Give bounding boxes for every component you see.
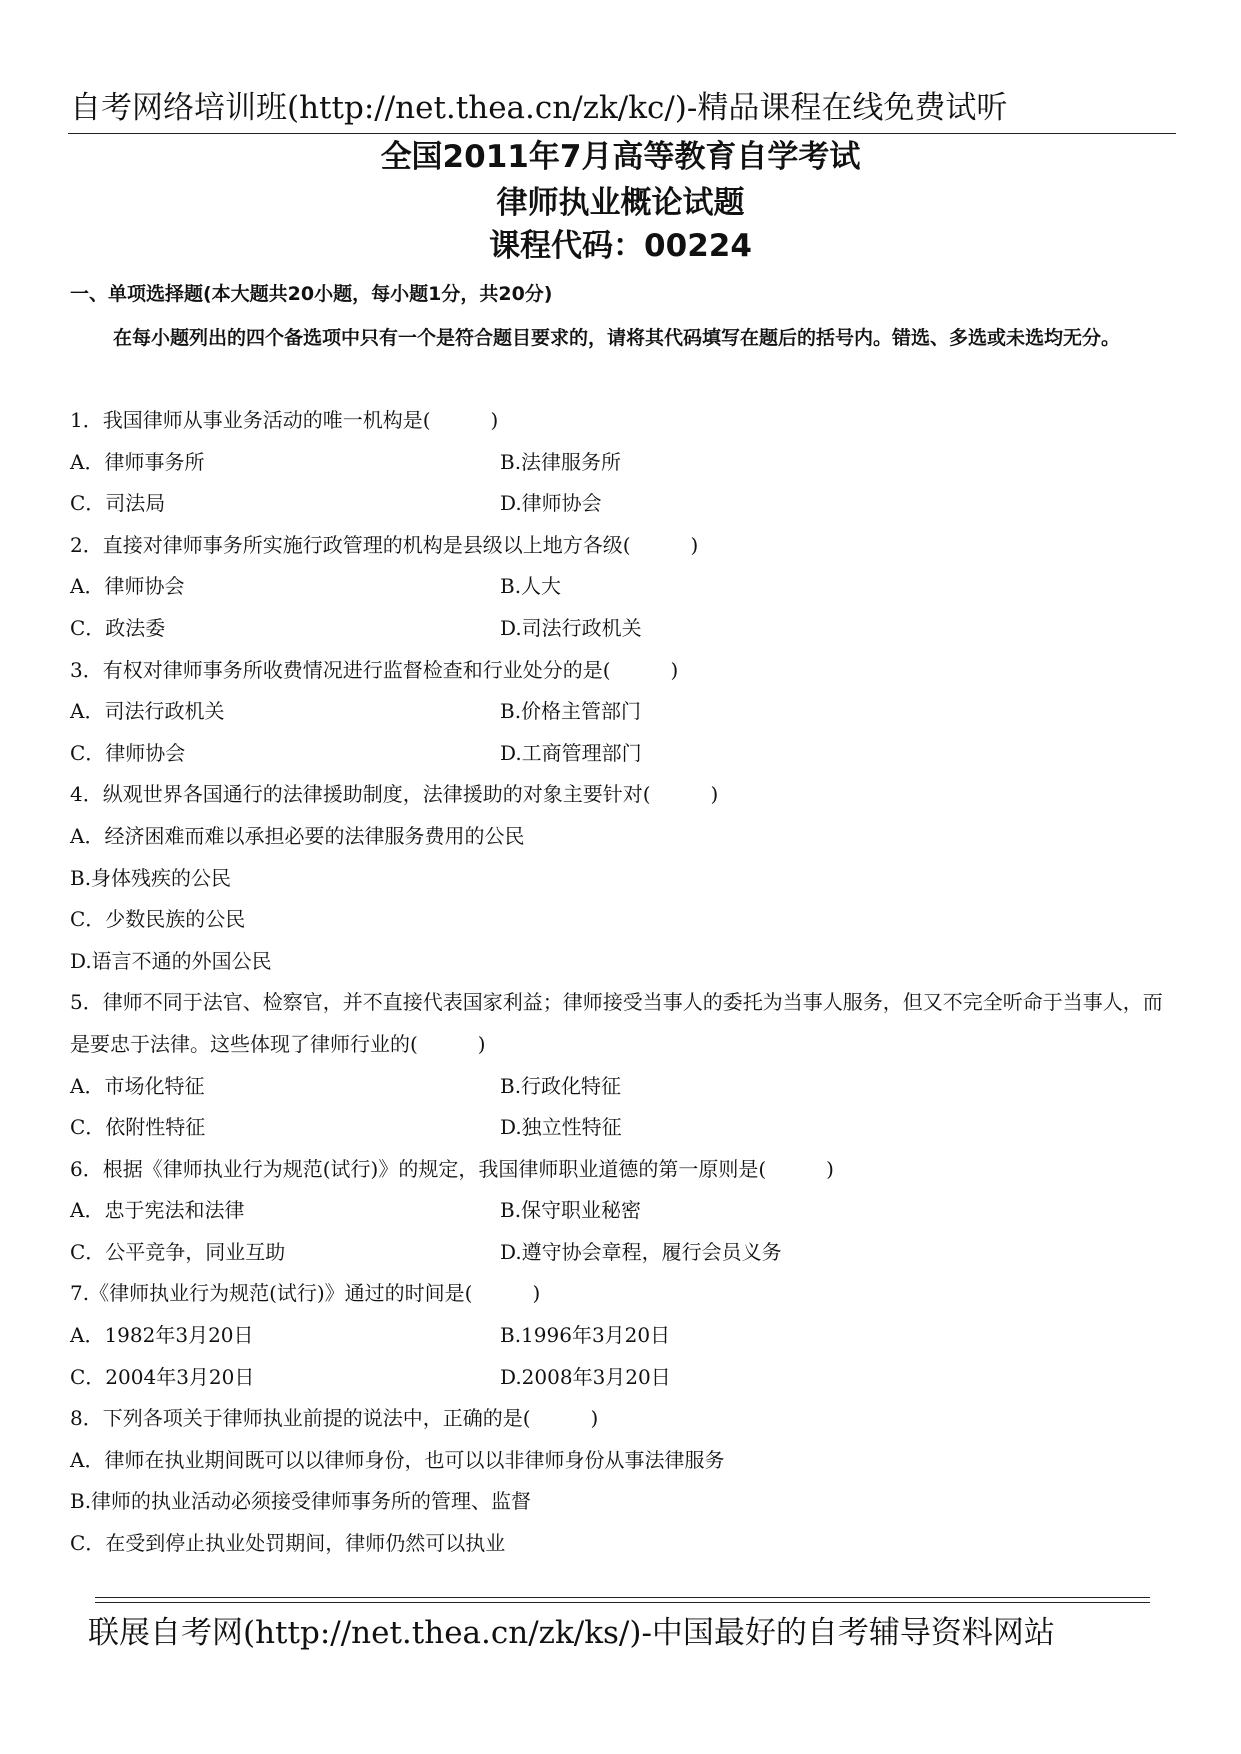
option-row [70,1066,1180,1108]
section-instruction: 在每小题列出的四个备选项中只有一个是符合题目要求的，请将其代码填写在题后的括号内。错选、多选或未选均无分。 [113,327,1121,349]
option-row [70,1357,1180,1399]
option-d: D.遵守协会章程，履行会员义务 [500,1239,782,1264]
option-c: C．2004年3月20日 [70,1364,255,1389]
option-row [70,1315,1180,1357]
option-row [70,1107,1180,1149]
header-rule [68,133,1176,134]
course-code: 课程代码：00224 [489,228,752,264]
question-stem: 3．有权对律师事务所收费情况进行监督检查和行业处分的是( ) [70,657,679,682]
option-b: B.价格主管部门 [500,699,642,724]
exam-subject: 律师执业概论试题 [496,185,745,221]
header-banner: 自考网络培训班(http://net.thea.cn/zk/kc/)-精品课程在线免费试听 [70,90,1008,126]
option-a: A．律师协会 [70,574,185,599]
option-row [70,733,1180,775]
option-d: D.司法行政机关 [500,615,642,640]
option-row [70,1232,1180,1274]
option-row [70,442,1180,484]
question-stem: 5．律师不同于法官、检察官，并不直接代表国家利益；律师接受当事人的委托为当事人服务，但又不完全听命于当事人，而是要忠于法律。这些体现了律师行业的( ) [70,990,1163,1056]
option-c: C．少数民族的公民 [70,907,246,932]
option-d: D.语言不通的外国公民 [70,948,272,973]
option-a: A．律师在执业期间既可以以律师身份，也可以以非律师身份从事法律服务 [70,1447,725,1472]
option-b: B.1996年3月20日 [500,1323,671,1348]
question-stem: 1．我国律师从事业务活动的唯一机构是( ) [70,408,499,432]
option-a: A．市场化特征 [70,1073,205,1098]
footer-rule [95,1597,1150,1603]
option-d: D.律师协会 [500,491,602,516]
option-b: B.法律服务所 [500,449,622,474]
option-b: B.身体残疾的公民 [70,865,232,890]
option-c: C．在受到停止执业处罚期间，律师仍然可以执业 [70,1531,506,1556]
footer-banner: 联展自考网(http://net.thea.cn/zk/ks/)-中国最好的自考辅导资料网站 [88,1615,1055,1651]
option-b: B.人大 [500,574,562,599]
option-d: D.2008年3月20日 [500,1364,671,1389]
question-list [70,400,1180,1565]
question-stem: 2．直接对律师事务所实施行政管理的机构是县级以上地方各级( ) [70,532,699,557]
option-row [70,608,1180,650]
option-a: A．忠于宪法和法律 [70,1198,245,1223]
option-b: B.律师的执业活动必须接受律师事务所的管理、监督 [70,1489,532,1514]
option-row [70,1190,1180,1232]
question-stem: 6．根据《律师执业行为规范(试行)》的规定，我国律师职业道德的第一原则是( ) [70,1156,834,1181]
option-c: C．依附性特征 [70,1115,206,1140]
option-a: A．律师事务所 [70,449,205,474]
exam-title: 全国2011年7月高等教育自学考试 [380,139,861,175]
option-d: D.独立性特征 [500,1115,622,1140]
option-a: A．经济困难而难以承担必要的法律服务费用的公民 [70,823,525,848]
option-c: C．司法局 [70,491,166,516]
question-stem: 7.《律师执业行为规范(试行)》通过的时间是( ) [70,1281,541,1306]
question-stem: 4．纵观世界各国通行的法律援助制度，法律援助的对象主要针对( ) [70,782,719,807]
option-a: A．司法行政机关 [70,699,225,724]
option-row [70,566,1180,608]
option-c: C．律师协会 [70,740,186,765]
question-stem: 8．下列各项关于律师执业前提的说法中，正确的是( ) [70,1406,599,1431]
option-row [70,691,1180,733]
section-heading: 一、单项选择题(本大题共20小题，每小题1分，共20分) [70,283,553,305]
option-c: C．政法委 [70,615,166,640]
option-c: C．公平竞争，同业互助 [70,1239,286,1264]
option-b: B.保守职业秘密 [500,1198,642,1223]
option-d: D.工商管理部门 [500,740,642,765]
option-a: A．1982年3月20日 [70,1323,254,1348]
option-row [70,483,1180,525]
option-b: B.行政化特征 [500,1073,622,1098]
